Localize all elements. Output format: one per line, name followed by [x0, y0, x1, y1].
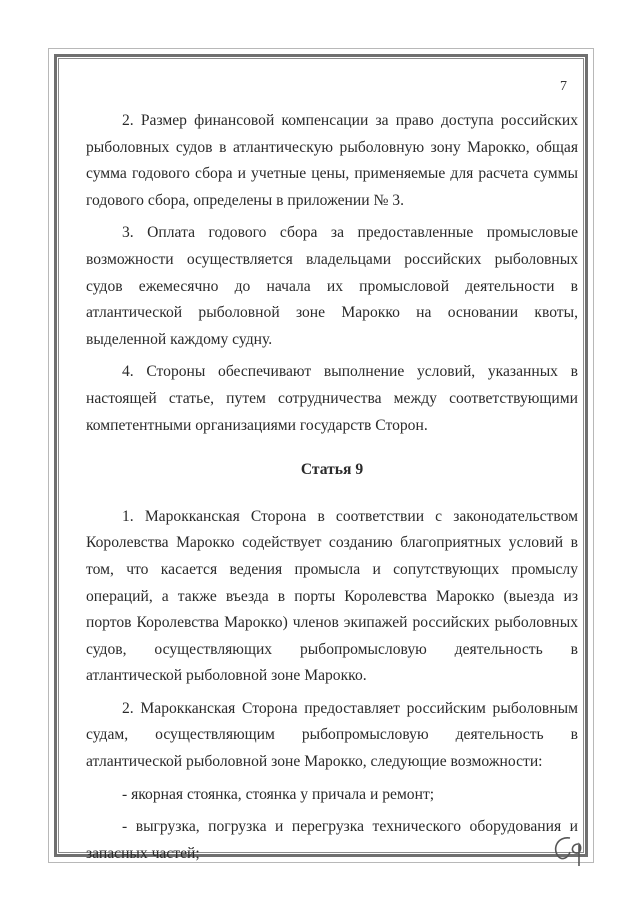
page-number: 7	[560, 79, 567, 94]
paragraph-4: 4. Стороны обеспечивают выполнение условий, указанных в настоящей статье, путем сотрудничества между соответствующими компетентными организациями государств Сторон.	[86, 363, 578, 434]
document-body	[86, 108, 578, 867]
paragraph-3: 3. Оплата годового сбора за предоставленные промысловые возможности осуществляется владельцами российских рыболовных судов ежемесячно до начала их промысловой деятельности в атлантической рыболовной зоне Марокко на основании квоты, выделенной каждому судну.	[86, 224, 578, 348]
article9-paragraph-2: 2. Марокканская Сторона предоставляет российским рыболовным судам, осуществляющим рыбопромысловую деятельность в атлантической рыболовной зоне Марокко, следующие возможности:	[86, 699, 578, 771]
list-item: - выгрузка, погрузка и перегрузка технического оборудования и запасных частей;	[86, 818, 578, 862]
article9-paragraph-1: 1. Марокканская Сторона в соответствии с законодательством Королевства Марокко содействует созданию благоприятных условий в том, что касается ведения промысла и сопутствующих промыслу операций, а также въезда в порты Королевства Марокко (выезда из портов Королевства Марокко) членов экипажей российских рыболовных судов, осуществляющих рыбопромысловую деятельность в атлантической рыболовной зоне Марокко.	[86, 507, 578, 685]
paragraph-2: 2. Размер финансовой компенсации за право доступа российских рыболовных судов в атлантическую рыболовную зону Марокко, общая сумма годового сбора и учетные цены, применяемые для расчета суммы годового сбора, определены в приложении № 3.	[86, 112, 578, 209]
list-item: - якорная стоянка, стоянка у причала и ремонт;	[122, 785, 435, 803]
handwritten-initial-signature	[548, 830, 588, 870]
article-heading: Статья 9	[300, 461, 364, 479]
